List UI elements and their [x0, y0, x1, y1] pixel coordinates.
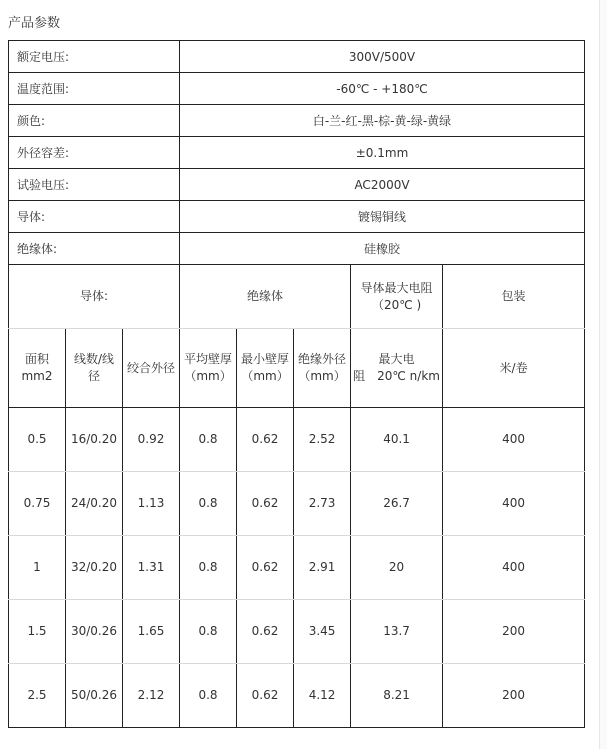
param-label: 绝缘体:	[9, 233, 180, 265]
cell-wires: 16/0.20	[66, 408, 123, 472]
header-insulation: 绝缘体	[180, 265, 351, 329]
param-label: 颜色:	[9, 105, 180, 137]
cell-min-wall: 0.62	[237, 600, 294, 664]
header-max-resistance	[351, 265, 443, 329]
subheader-wires-line1: 线数/线	[73, 352, 115, 366]
param-label: 额定电压:	[9, 41, 180, 73]
cell-packing: 400	[443, 408, 585, 472]
cell-strand-od: 0.92	[123, 408, 180, 472]
param-label: 导体:	[9, 201, 180, 233]
cell-avg-wall: 0.8	[180, 664, 237, 728]
param-value: 镀锡铜线	[180, 201, 585, 233]
cell-area: 1	[9, 536, 66, 600]
group-header-row	[9, 265, 585, 329]
table-row	[9, 408, 585, 472]
table-row	[9, 472, 585, 536]
params-table	[8, 40, 585, 265]
cell-max-resistance: 13.7	[351, 600, 443, 664]
cell-strand-od: 1.65	[123, 600, 180, 664]
cell-min-wall: 0.62	[237, 408, 294, 472]
subheader-max-resistance-line1: 最大电	[378, 352, 415, 366]
subheader-wires-line2: 径	[87, 369, 100, 383]
subheader-insulation-od-line2: （mm）	[298, 369, 346, 383]
param-value: 硅橡胶	[180, 233, 585, 265]
cell-avg-wall: 0.8	[180, 600, 237, 664]
param-row-rated-voltage	[9, 41, 585, 73]
param-value: AC2000V	[180, 169, 585, 201]
param-value: -60℃ - +180℃	[180, 73, 585, 105]
subheader-area-line2: mm2	[21, 369, 53, 383]
spec-table	[8, 264, 585, 728]
cell-wires: 50/0.26	[66, 664, 123, 728]
param-row-test-voltage	[9, 169, 585, 201]
table-row	[9, 536, 585, 600]
param-value: 白-兰-红-黑-棕-黄-绿-黄绿	[180, 105, 585, 137]
subheader-avg-wall	[180, 329, 237, 408]
cell-area: 0.75	[9, 472, 66, 536]
header-max-resistance-line1: 导体最大电阻	[360, 280, 433, 295]
cell-insulation-od: 2.73	[294, 472, 351, 536]
subheader-max-resistance	[351, 329, 443, 408]
subheader-wires	[66, 329, 123, 408]
param-row-insulation	[9, 233, 585, 265]
cell-packing: 400	[443, 536, 585, 600]
subheader-area	[9, 329, 66, 408]
cell-area: 2.5	[9, 664, 66, 728]
cell-strand-od: 1.31	[123, 536, 180, 600]
cell-max-resistance: 8.21	[351, 664, 443, 728]
param-label: 温度范围:	[9, 73, 180, 105]
cell-insulation-od: 4.12	[294, 664, 351, 728]
table-row	[9, 664, 585, 728]
param-row-temperature	[9, 73, 585, 105]
subheader-min-wall-line1: 最小壁厚	[241, 352, 290, 366]
cell-max-resistance: 20	[351, 536, 443, 600]
sub-header-row	[9, 329, 585, 408]
table-row	[9, 600, 585, 664]
param-row-od-tolerance	[9, 137, 585, 169]
cell-wires: 32/0.20	[66, 536, 123, 600]
cell-insulation-od: 2.52	[294, 408, 351, 472]
subheader-max-resistance-line2: 阻 20℃ n/km	[353, 369, 440, 383]
subheader-min-wall	[237, 329, 294, 408]
subheader-avg-wall-line2: （mm）	[184, 369, 232, 383]
header-max-resistance-line2: （20℃ )	[371, 297, 422, 312]
cell-insulation-od: 3.45	[294, 600, 351, 664]
param-value: 300V/500V	[180, 41, 585, 73]
param-label: 外径容差:	[9, 137, 180, 169]
param-row-conductor	[9, 201, 585, 233]
cell-packing: 200	[443, 664, 585, 728]
cell-area: 1.5	[9, 600, 66, 664]
page-title: 产品参数	[8, 16, 61, 31]
subheader-insulation-od-line1: 绝缘外径	[298, 352, 347, 366]
cell-strand-od: 1.13	[123, 472, 180, 536]
cell-packing: 200	[443, 600, 585, 664]
cell-avg-wall: 0.8	[180, 472, 237, 536]
subheader-min-wall-line2: （mm）	[241, 369, 289, 383]
subheader-area-line1: 面积	[24, 352, 49, 366]
cell-avg-wall: 0.8	[180, 536, 237, 600]
cell-min-wall: 0.62	[237, 472, 294, 536]
cell-max-resistance: 26.7	[351, 472, 443, 536]
cell-wires: 30/0.26	[66, 600, 123, 664]
cell-strand-od: 2.12	[123, 664, 180, 728]
cell-avg-wall: 0.8	[180, 408, 237, 472]
right-page-edge	[599, 0, 607, 749]
cell-min-wall: 0.62	[237, 536, 294, 600]
header-conductor: 导体:	[9, 265, 180, 329]
subheader-avg-wall-line1: 平均壁厚	[184, 352, 233, 366]
cell-max-resistance: 40.1	[351, 408, 443, 472]
header-packing: 包装	[443, 265, 585, 329]
cell-packing: 400	[443, 472, 585, 536]
param-row-color	[9, 105, 585, 137]
subheader-packing-unit: 米/卷	[443, 329, 585, 408]
param-label: 试验电压:	[9, 169, 180, 201]
cell-min-wall: 0.62	[237, 664, 294, 728]
cell-area: 0.5	[9, 408, 66, 472]
subheader-insulation-od	[294, 329, 351, 408]
subheader-strand-od: 绞合外径	[123, 329, 180, 408]
param-value: ±0.1mm	[180, 137, 585, 169]
cell-insulation-od: 2.91	[294, 536, 351, 600]
cell-wires: 24/0.20	[66, 472, 123, 536]
